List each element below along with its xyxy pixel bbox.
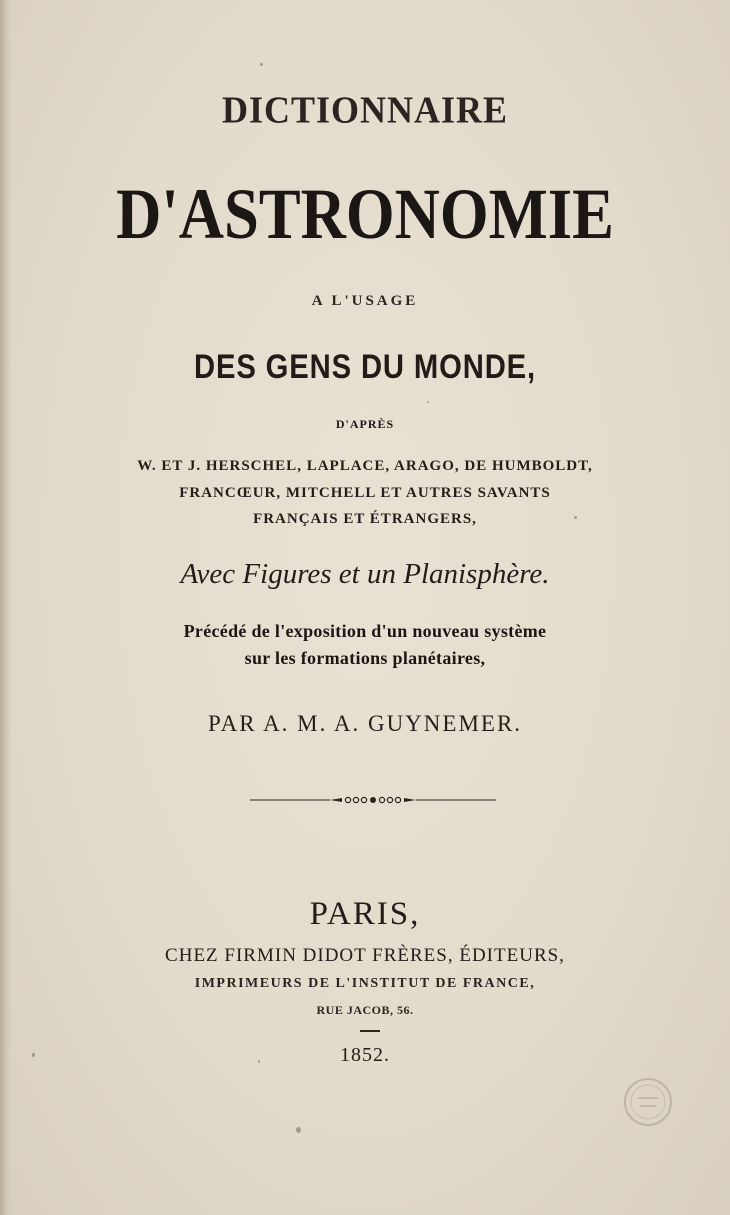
- paper-speck: [427, 401, 429, 403]
- paper-speck: [32, 1053, 35, 1057]
- authors-line-2: FRANCŒUR, MITCHELL ET AUTRES SAVANTS: [179, 485, 551, 501]
- subtitle-after: D'APRÈS: [335, 417, 395, 431]
- byline: PAR A. M. A. GUYNEMER.: [207, 711, 523, 736]
- imprint-city: PARIS,: [309, 896, 421, 932]
- authors-line-3: FRANÇAIS ET ÉTRANGERS,: [253, 511, 477, 527]
- imprint-address: RUE JACOB, 56.: [316, 1003, 414, 1017]
- preceded-line-1: Précédé de l'exposition d'un nouveau système: [183, 621, 547, 641]
- paper-speck: [574, 516, 577, 519]
- title-line-1: DICTIONNAIRE: [221, 89, 509, 131]
- paper-speck: [260, 63, 263, 66]
- imprint-year: 1852.: [340, 1044, 390, 1066]
- preceded-line-2: sur les formations planétaires,: [244, 648, 486, 668]
- library-stamp: [622, 1076, 674, 1128]
- figures-line: Avec Figures et un Planisphère.: [180, 558, 550, 590]
- paper-speck: [258, 1060, 260, 1063]
- short-rule: [360, 1030, 380, 1032]
- title-line-2: D'ASTRONOMIE: [116, 174, 614, 254]
- imprint-publisher: CHEZ FIRMIN DIDOT FRÈRES, ÉDITEURS,: [165, 945, 565, 966]
- ornament-divider: [250, 792, 496, 808]
- imprint-printers: IMPRIMEURS DE L'INSTITUT DE FRANCE,: [194, 976, 536, 991]
- page-gutter-shadow: [0, 0, 12, 1215]
- authors-line-1: W. ET J. HERSCHEL, LAPLACE, ARAGO, DE HUMBOLDT,: [137, 458, 593, 474]
- subtitle-audience: DES GENS DU MONDE,: [193, 348, 537, 386]
- paper-speck: [296, 1127, 301, 1133]
- subtitle-usage: A L'USAGE: [311, 293, 419, 309]
